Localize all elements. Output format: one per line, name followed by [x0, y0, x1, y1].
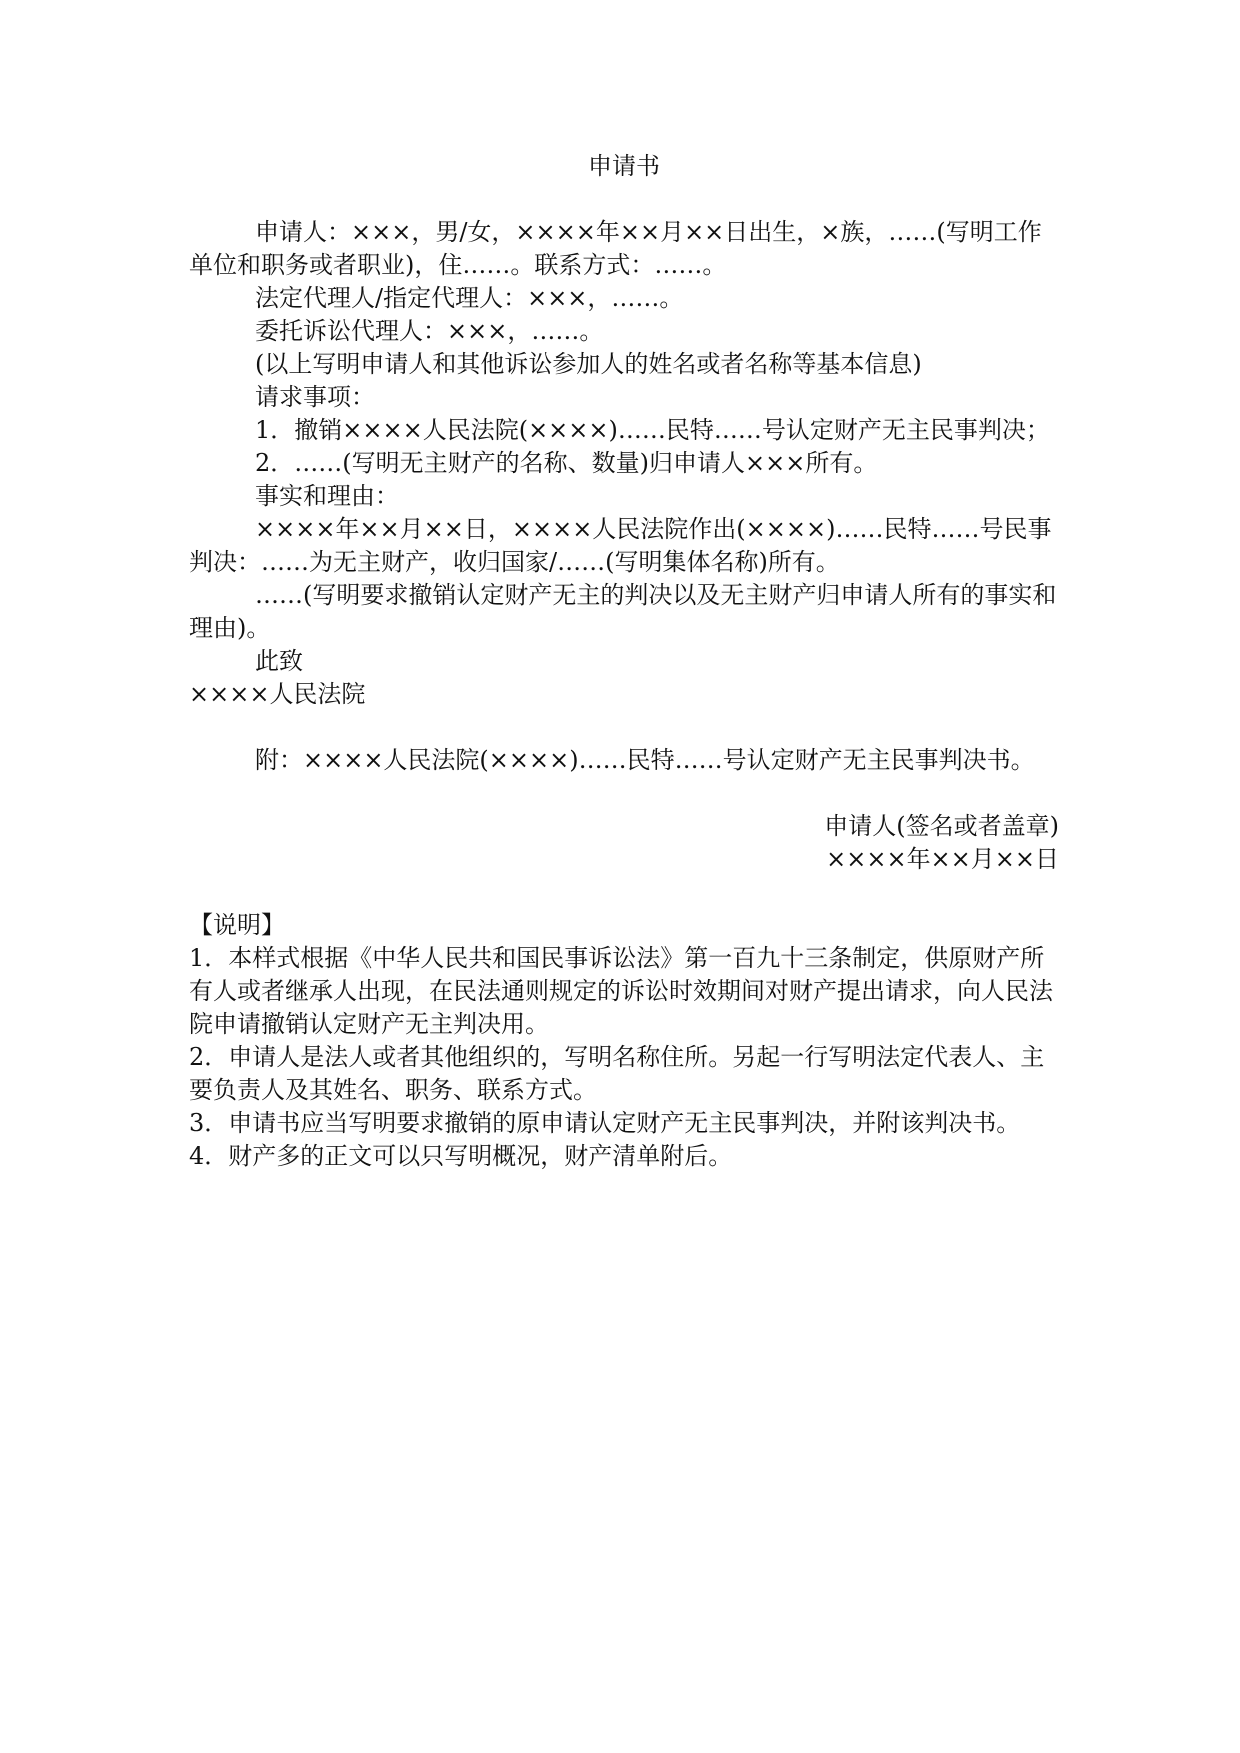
note-item: 1．本样式根据《中华人民共和国民事诉讼法》第一百九十三条制定，供原财产所有人或者继承人出现，在民法通则规定的诉讼时效期间对财产提出请求，向人民法院申请撤销认定财产无主判决用。 — [189, 944, 1053, 1038]
facts-paragraph-2: ……(写明要求撤销认定财产无主的判决以及无主财产归申请人所有的事实和理由)。 — [189, 581, 1057, 642]
note-item: 2．申请人是法人或者其他组织的，写明名称住所。另起一行写明法定代表人、主要负责人及其姓名、职务、联系方式。 — [189, 1043, 1045, 1104]
entrusted-agent-info: 委托诉讼代理人：×××，……。 — [255, 317, 604, 345]
salutation: 此致 — [255, 647, 303, 675]
note-item: 3．申请书应当写明要求撤销的原申请认定财产无主民事判决，并附该判决书。 — [189, 1109, 1021, 1137]
blank-line — [189, 876, 1059, 909]
applicant-info: 申请人：×××，男/女，××××年××月××日出生，×族，……(写明工作单位和职务或者职业)，住……。联系方式：……。 — [189, 218, 1042, 279]
participants-note: (以上写明申请人和其他诉讼参加人的姓名或者名称等基本信息) — [255, 350, 922, 378]
court-name: ××××人民法院 — [189, 680, 366, 708]
claim-item-2: 2．……(写明无主财产的名称、数量)归申请人×××所有。 — [255, 449, 878, 477]
claims-heading: 请求事项： — [255, 383, 375, 411]
document-title: 申请书 — [588, 152, 660, 180]
note-item: 4．财产多的正文可以只写明概况，财产清单附后。 — [189, 1142, 733, 1170]
date-line: ××××年××月××日 — [826, 845, 1059, 873]
legal-agent-info: 法定代理人/指定代理人：×××，……。 — [255, 284, 684, 312]
claim-item-1: 1．撤销××××人民法院(××××)……民特……号认定财产无主民事判决； — [255, 416, 1050, 444]
facts-paragraph-1: ××××年××月××日，××××人民法院作出(××××)……民特……号民事判决：……为无主财产，收归国家/……(写明集体名称)所有。 — [189, 515, 1052, 576]
facts-heading: 事实和理由： — [255, 482, 399, 510]
notes-heading: 【说明】 — [189, 911, 285, 939]
blank-line — [189, 777, 1059, 810]
blank-line — [189, 711, 1059, 744]
notes-section — [189, 909, 1059, 1173]
attachment-line: 附：××××人民法院(××××)……民特……号认定财产无主民事判决书。 — [255, 746, 1035, 774]
document-page — [189, 150, 1059, 1173]
signature-line: 申请人(签名或者盖章) — [824, 812, 1059, 840]
